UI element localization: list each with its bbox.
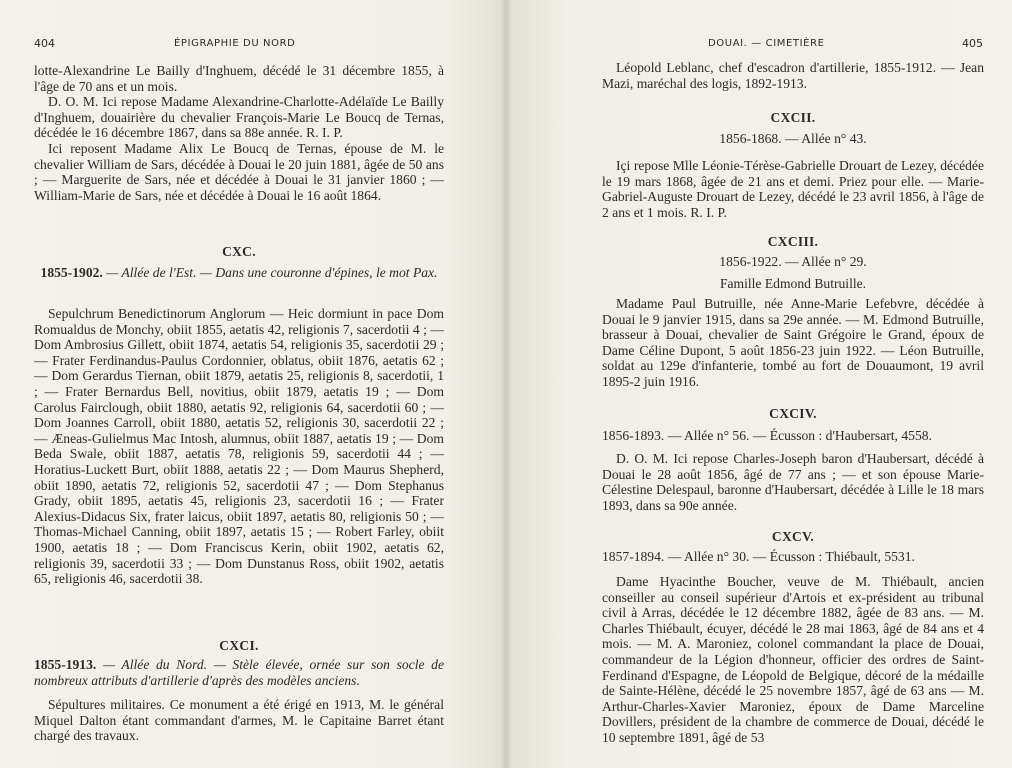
section-dates-cxci: 1855-1913. (34, 657, 97, 672)
section-number-cxcv: CXCV. (771, 529, 815, 544)
left-intro (34, 63, 444, 203)
section-body-cxciv (602, 451, 984, 513)
section-heading-cxciii: 1856-1922. — Allée n° 29. (719, 254, 867, 269)
section-number-cxciv: CXCIV. (769, 406, 817, 421)
body-cxcv: Dame Hyacinthe Boucher, veuve de M. Thiébault, ancien conseiller au conseil supérieur d'Artois et ex-président au tribunal civil à Arras, décédée le 12 décembre 1882, âgée de 83 ans. — M. Charles Thiébault, écuyer, décédé le 28 mai 1863, âgé de 84 ans et 4 mois. — M. A. Maroniez, colonel commandant la place de Douai, commandeur de la Légion d'honneur, officier des ordres de Saint-Ferdinand d'Espagne, de Léopold de Belgique, décoré de la médaille de Sainte-Hélène, décédé le 25 novembre 1857, âgé de 63 ans — M. Arthur-Charles-Xavier Maroniez, époux de Dame Marceline Dovillers, président de la chambre de commerce de Douai, décédé le 10 septembre 1891, âgé de 53 (602, 574, 984, 745)
section-number-cxc: CXC. (222, 244, 256, 259)
page-number-right: 405 (962, 37, 983, 50)
section-heading-cxc (34, 265, 444, 281)
body-cxci: Sépultures militaires. Ce monument a été érigé en 1913, M. le général Miquel Dalton étant commandant d'armes, M. le Capitaine Barret étant chargé des travaux. (34, 697, 444, 744)
section-number-cxciii: CXCIII. (767, 234, 819, 249)
intro-para-2: D. O. M. Ici repose Madame Alexandrine-Charlotte-Adélaïde Le Bailly d'Inghuem, douairière du chevalier François-Marie Le Boucq de Ternas, décédée le 16 décembre 1867, dans sa 88e année. R. I. P. (34, 94, 444, 141)
body-cxciii: Madame Paul Butruille, née Anne-Marie Lefebvre, décédée à Douai le 9 janvier 1915, dans sa 29e année. — M. Edmond Butruille, brasseur à Douai, chevalier de Saint Grégoire le Grand, époux de Dame Céline Dupont, 5 août 1856-23 juin 1922. — Léon Butruille, soldat au 129e d'infanterie, tombé au fort de Douaumont, 19 avril 1895-2 juin 1916. (602, 296, 984, 389)
right-intro-para: Léopold Leblanc, chef d'escadron d'artillerie, 1855-1912. — Jean Mazi, maréchal des logis, 1892-1913. (602, 60, 984, 91)
running-head-right: DOUAI. — CIMETIÈRE (708, 38, 825, 49)
section-heading-rest-cxci: — Allée du Nord. — Stèle élevée, ornée sur son socle de nombreux attributs d'artillerie d'après des modèles anciens. (34, 657, 444, 688)
body-cxcii: Içi repose Mlle Léonie-Térèse-Gabrielle Drouart de Lezey, décédée le 19 mars 1868, âgée de 21 ans et demi. Priez pour elle. — Marie-Gabriel-Auguste Drouart de Lezey, décédé le 23 avril 1856, à l'âge de 2 ans et 1 mois. R. I. P. (602, 158, 984, 220)
section-heading-cxciv: 1856-1893. — Allée n° 56. — Écusson : d'Haubersart, 4558. (602, 428, 932, 443)
section-body-cxci (34, 697, 444, 744)
intro-para-1: lotte-Alexandrine Le Bailly d'Inghuem, décédé le 31 décembre 1855, à l'âge de 70 ans et un mois. (34, 63, 444, 94)
section-body-cxc (34, 306, 444, 587)
page-number-left: 404 (34, 37, 55, 50)
right-intro (602, 60, 984, 91)
running-head-left: ÉPIGRAPHIE DU NORD (174, 38, 296, 49)
body-cxciv: D. O. M. Ici repose Charles-Joseph baron d'Haubersart, décédé à Douai le 28 août 1856, âgé de 77 ans ; — et son épouse Marie-Célestine Delespaul, baronne d'Haubersart, décédée à Lille le 18 mars 1893, dans sa 90e année. (602, 451, 984, 513)
section-number-cxci: CXCI. (219, 638, 259, 653)
section-dates-cxc: 1855-1902. (40, 265, 103, 280)
intro-para-3: Ici reposent Madame Alix Le Boucq de Ternas, épouse de M. le chevalier William de Sars, décédée à Douai le 20 juin 1881, âgée de 50 ans ; — Marguerite de Sars, née et décédée à Douai le 31 janvier 1860 ; — William-Marie de Sars, née et décédée à Douai le 16 août 1864. (34, 140, 444, 203)
body-cxc: Sepulchrum Benedictinorum Anglorum — Heic dormiunt in pace Dom Romualdus de Monchy, obiit 1855, aetatis 42, religionis 7, sacerdotii 4 ; — Dom Ambrosius Gillett, obiit 1874, aetatis 54, religionis 35, sacerdotii 29 ; — Frater Ferdinandus-Paulus Cordonnier, oblatus, obiit 1876, aetatis 62 ; — Dom Gerardus Tiernan, obiit 1879, aetatis 25, religionis 8, sacerdotii, 1 ; — Frater Bernardus Bell, novitius, obiit 1879, aetatis 19 ; — Dom Carolus Fairclough, obiit 1880, aetatis 92, religionis 64, sacerdotii 60 ; — Dom Joannes Carroll, obiit 1880, aetatis 52, religionis 30, sacerdotii 22 ; — Æneas-Gulielmus Mac Intosh, alumnus, obiit 1887, aetatis 19 ; — Dom Beda Swale, obiit 1887, aetatis 78, religionis 59, sacerdotii 44 ; — Horatius-Luckett Burt, obiit 1888, aetatis 22 ; — Dom Maurus Shepherd, obiit 1890, aetatis 72, religionis 52, sacerdotii 47 ; — Dom Stephanus Grady, obiit 1895, aetatis 45, religionis 23, sacerdotii 16 ; — Frater Alexius-Didacus Six, frater laicus, obiit 1897, aetatis 80, religionis 50 ; — Thomas-Michael Canning, obiit 1897, aetatis 15 ; — Robert Farley, obiit 1900, aetatis 18 ; — Dom Franciscus Kerin, obiit 1902, aetatis 62, religionis 39, sacerdotii 33 ; — Dom Dunstanus Ross, obiit 1902, aetatis 65, religionis 46, sacerdotii 38. (34, 306, 444, 587)
right-page (506, 0, 1012, 768)
section-number-cxcii: CXCII. (770, 110, 816, 125)
section-heading-cxcv: 1857-1894. — Allée n° 30. — Écusson : Thiébault, 5531. (602, 549, 915, 564)
section-body-cxcii (602, 158, 984, 220)
section-body-cxcv (602, 574, 984, 746)
book-gutter (500, 0, 512, 768)
section-heading-rest-cxc: — Allée de l'Est. — Dans une couronne d'épines, le mot Pax. (106, 265, 438, 280)
section-heading-cxcii: 1856-1868. — Allée n° 43. (719, 131, 867, 146)
family-cxciii: Famille Edmond Butruille. (719, 276, 867, 291)
section-body-cxciii (602, 296, 984, 390)
section-heading-cxci (34, 657, 444, 688)
